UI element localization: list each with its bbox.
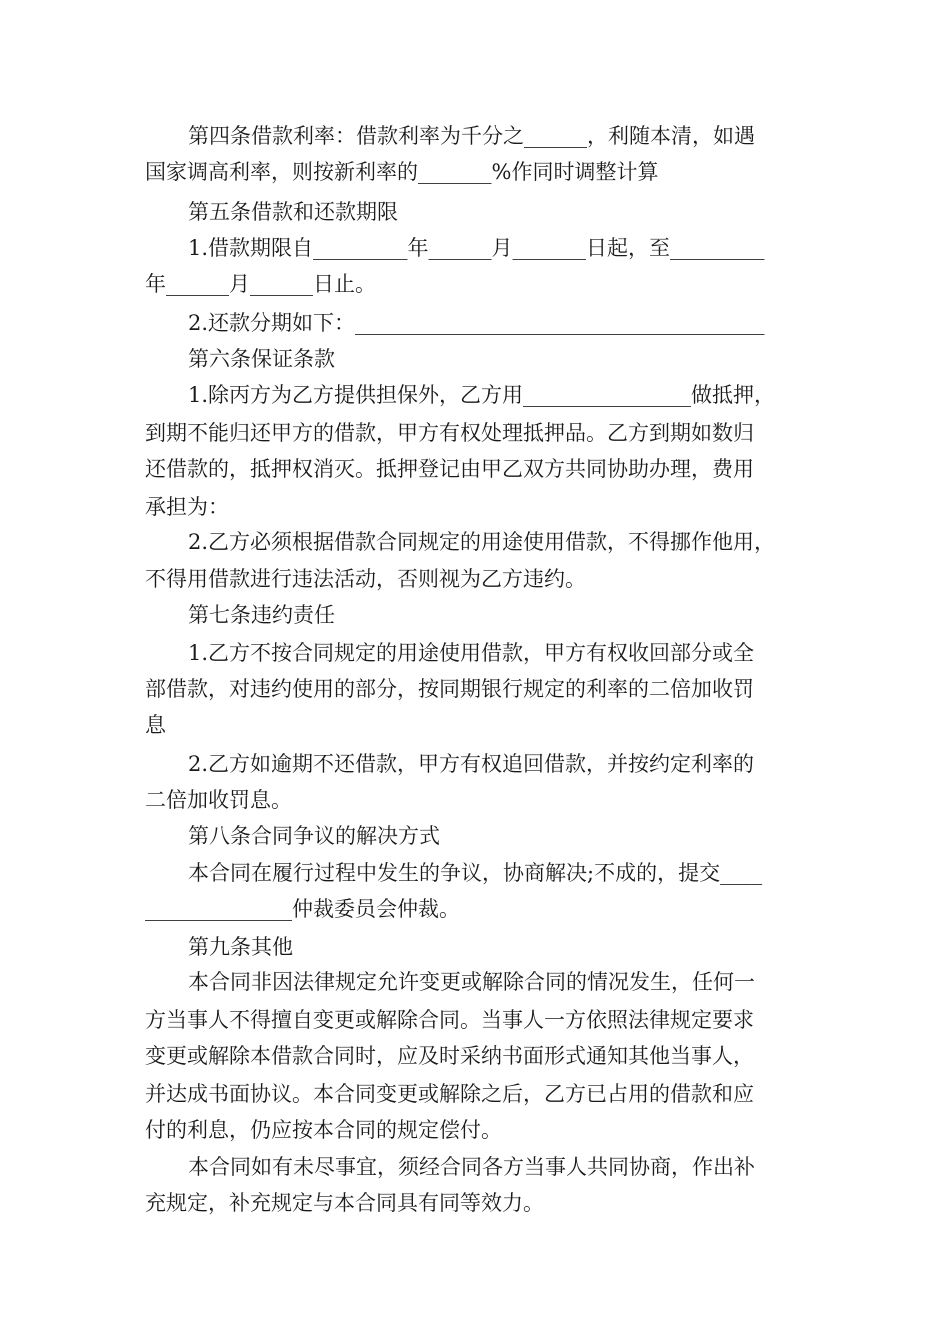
article-8-body-line-2: ______________仲裁委员会仲裁。 <box>145 897 460 921</box>
article-7-item-1-line-2: 部借款，对违约使用的部分，按同期银行规定的利率的二倍加收罚 <box>145 677 754 701</box>
article-6-item-1-line-3: 还借款的，抵押权消灭。抵押登记由甲乙双方共同协助办理，费用 <box>145 457 754 481</box>
article-4-line-1: 第四条借款利率：借款利率为千分之______，利随本清，如遇 <box>188 124 755 148</box>
article-5-item-2: 2.还款分期如下：_______________________________________ <box>188 311 765 335</box>
article-9-para-2-line-1: 本合同如有未尽事宜，须经合同各方当事人共同协商，作出补 <box>188 1155 755 1179</box>
article-6-heading: 第六条保证条款 <box>188 347 335 371</box>
article-6-item-2-line-2: 不得用借款进行违法活动，否则视为乙方违约。 <box>145 567 586 591</box>
article-6-item-1-line-4: 承担为： <box>145 495 229 519</box>
article-8-body-line-1: 本合同在履行过程中发生的争议，协商解决;不成的，提交____ <box>188 861 763 885</box>
article-7-item-2-line-2: 二倍加收罚息。 <box>145 788 292 812</box>
article-9-para-1-line-2: 方当事人不得擅自变更或解除合同。当事人一方依照法律规定要求 <box>145 1008 754 1032</box>
article-9-para-1-line-1: 本合同非因法律规定允许变更或解除合同的情况发生，任何一 <box>188 970 755 994</box>
article-7-item-1-line-1: 1.乙方不按合同规定的用途使用借款，甲方有权收回部分或全 <box>188 641 755 665</box>
article-9-para-1-line-3: 变更或解除本借款合同时，应及时采纳书面形式通知其他当事人， <box>145 1044 754 1068</box>
article-4-line-2: 国家调高利率，则按新利率的_______%作同时调整计算 <box>145 160 659 184</box>
article-5-heading: 第五条借款和还款期限 <box>188 200 398 224</box>
article-9-para-1-line-4: 并达成书面协议。本合同变更或解除之后，乙方已占用的借款和应 <box>145 1082 754 1106</box>
article-8-heading: 第八条合同争议的解决方式 <box>188 824 440 848</box>
article-7-item-1-line-3: 息 <box>145 713 166 737</box>
article-6-item-1-line-2: 到期不能归还甲方的借款，甲方有权处理抵押品。乙方到期如数归 <box>145 421 754 445</box>
article-6-item-1-line-1: 1.除丙方为乙方提供担保外，乙方用________________做抵押， <box>188 383 776 407</box>
article-7-heading: 第七条违约责任 <box>188 603 335 627</box>
article-5-item-1-line-2: 年______月______日止。 <box>145 272 376 296</box>
article-6-item-2-line-1: 2.乙方必须根据借款合同规定的用途使用借款，不得挪作他用， <box>188 530 776 554</box>
article-9-para-2-line-2: 充规定，补充规定与本合同具有同等效力。 <box>145 1191 544 1215</box>
article-9-heading: 第九条其他 <box>188 935 293 959</box>
article-5-item-1-line-1: 1.借款期限自_________年______月_______日起，至_________ <box>188 236 765 260</box>
article-7-item-2-line-1: 2.乙方如逾期不还借款，甲方有权追回借款，并按约定利率的 <box>188 752 755 776</box>
article-9-para-1-line-5: 付的利息，仍应按本合同的规定偿付。 <box>145 1118 502 1142</box>
